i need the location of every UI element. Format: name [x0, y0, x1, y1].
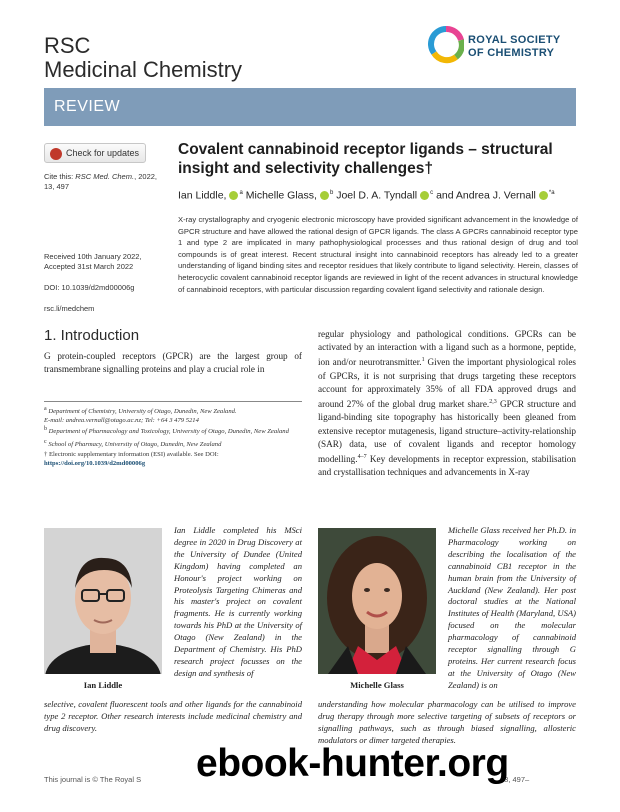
publisher-line1: ROYAL SOCIETY	[468, 34, 561, 46]
intro-text: GPCR structure and ligand-binding site topography has historically been gleaned from extensive receptor mutagenesis, ligand structure–activity-relationship (SAR) data, use of covalent ligands and receptor homology modelling.	[318, 399, 576, 465]
journal-name	[44, 34, 242, 82]
abstract: X-ray crystallography and cryogenic electronic microscopy have provided significant advancement in the knowledge of GPCR structure and have allowed the rational design of GPCR ligands. The class A GPCRs cannabinoid receptor type 1 and type 2 are implicated in many pathophysiological processes and thus rational design of drug and tool compounds is of great interest. Recent structural insight into cannabinoid receptors has already led to a greater understanding of ligand binding sites and receptor residues that likely contribute to ligand selectivity. Herein, classes of heterocyclic covalent cannabinoid receptor ligands are reviewed in light of the recent advances in structural knowledge of cannabinoid receptors, with particular discussion regarding covalent ligand selectivity and rationale design.	[178, 215, 578, 294]
author-affiliation: a	[239, 190, 243, 196]
dates	[44, 252, 164, 272]
author-name: Joel D. A. Tyndall	[336, 189, 418, 202]
author-caption-michelle: Michelle Glass	[350, 680, 404, 690]
cite-journal: RSC Med. Chem.	[75, 172, 135, 181]
rsc-wordmark	[468, 34, 561, 60]
page-footer-right: 13, 497–	[500, 775, 530, 784]
reference-link[interactable]: 4–7	[357, 453, 367, 460]
author-list	[178, 186, 578, 203]
bio-ian-continued: selective, covalent fluorescent tools and other ligands for the cannabinoid type 2 receptor. Other research interests include medicinal chemistry and drug discovery.	[44, 699, 302, 733]
bio-michelle-side: Michelle Glass received her Ph.D. in Pharmacology working on describing the localisation of the cannabinoid CB1 receptor in the human brain from the University of Auckland (New Zealand). Her post doctoral studies at the National Institutes of Health (Maryland, USA) focused on the molecular pharmacology of cannabinoid receptor signalling through G proteins. Her current research focus at the University of Otago (New Zealand) is on	[448, 525, 576, 690]
rsc-emblem-icon	[428, 26, 464, 64]
esi-link[interactable]: https://doi.org/10.1039/d2md00006g	[44, 459, 146, 467]
reference-link[interactable]: 1	[421, 357, 425, 364]
rsc-logo	[428, 26, 578, 66]
author-affiliation: *a	[548, 190, 555, 196]
citation	[44, 172, 164, 192]
check-updates-icon	[50, 148, 62, 160]
footnote-affiliation-c: School of Pharmacy, University of Otago, Dunedin, New Zealand	[48, 441, 222, 449]
orcid-icon[interactable]	[229, 191, 238, 200]
journal-name-line2: Medicinal Chemistry	[44, 57, 243, 82]
portrait-image	[44, 528, 162, 674]
intro-text: Key developments in receptor expression, stabilisation and crystallisation techniques and advancements in X-ray	[318, 454, 576, 478]
author-name: Michelle Glass,	[245, 189, 317, 202]
footnote-esi: † Electronic supplementary information (ESI) available. See DOI:	[44, 450, 219, 458]
orcid-icon[interactable]	[420, 191, 429, 200]
intro-right-paragraph	[318, 328, 576, 479]
article-type-banner	[44, 88, 576, 126]
received-date: Received 10th January 2022,	[44, 252, 142, 261]
intro-left-paragraph: G protein-coupled receptors (GPCR) are the largest group of transmembrane signalling proteins and play a crucial role in	[44, 351, 302, 375]
bio-ian-side: Ian Liddle completed his MSci degree in 2020 in Drug Discovery at the University of Dundee (United Kingdom) having completed an Honour's project working on Proteolysis Targeting Chimeras and his master's project on covalent fragments. He is currently working towards his PhD at the University of Otago (New Zealand) in the Department of Chemistry. His PhD research project focusses on the design and synthesis of	[174, 525, 302, 678]
footnote-email: E-mail: andrea.vernall@otago.ac.nz; Tel: +64 3 479 5214	[44, 417, 199, 425]
journal-name-line1: RSC	[44, 33, 91, 58]
publisher-line2: OF CHEMISTRY	[468, 47, 555, 59]
article-type-label: REVIEW	[54, 98, 121, 115]
author-caption-ian: Ian Liddle	[83, 680, 123, 690]
author-name: and Andrea J. Vernall	[436, 189, 536, 202]
doi: DOI: 10.1039/d2md00006g	[44, 283, 135, 292]
section-heading: 1. Introduction	[44, 327, 140, 344]
intro-text: regular physiology and pathological conditions. GPCRs can be activated by an interaction with a ligand such as a hormone, peptide, ion and/or neurotransmitter.	[318, 329, 576, 368]
journal-link[interactable]: rsc.li/medchem	[44, 304, 95, 313]
footnote-divider	[44, 401, 302, 402]
footnote-label: c	[44, 439, 47, 446]
footnote-label: b	[44, 426, 47, 433]
reference-link[interactable]: 2,3	[489, 399, 497, 406]
footnote-affiliation-b: Department of Pharmacology and Toxicology, University of Otago, Dunedin, New Zealand	[48, 428, 289, 436]
author-photo-michelle	[318, 528, 436, 674]
footnote-affiliation-a: Department of Chemistry, University of Otago, Dunedin, New Zealand.	[48, 408, 237, 416]
author-affiliation: c	[430, 190, 434, 196]
cite-label: Cite this:	[44, 172, 74, 181]
portrait-image	[318, 528, 436, 674]
footnotes	[44, 405, 302, 468]
watermark: ebook-hunter.org	[196, 742, 509, 785]
orcid-icon[interactable]	[320, 191, 329, 200]
footnote-label: a	[44, 406, 47, 412]
check-updates-label: Check for updates	[66, 148, 140, 158]
orcid-icon[interactable]	[539, 191, 548, 200]
author-photo-ian	[44, 528, 162, 674]
bio-michelle-continued: understanding how molecular pharmacology can be utilised to improve drug therapy through more selective targeting of subsets of receptors or signalling pathways, such as through biased signalling, allosteric modulators or dimer targeted therapies.	[318, 699, 576, 745]
intro-text: Given the important physiological roles of GPCRs, it is not surprising that drugs targeting these receptors account for approximately 35% of all FDA approved drugs and around 27% of the global drug market share.	[318, 357, 576, 410]
accepted-date: Accepted 31st March 2022	[44, 262, 134, 271]
article-title: Covalent cannabinoid receptor ligands – structural insight and selectivity challenges†	[178, 141, 553, 177]
page-footer-left: This journal is © The Royal S	[44, 775, 142, 784]
cite-details: , 2022, 13, 497	[44, 172, 157, 191]
check-for-updates-button[interactable]	[44, 143, 146, 163]
author-name: Ian Liddle,	[178, 189, 227, 202]
author-affiliation: b	[329, 190, 334, 196]
